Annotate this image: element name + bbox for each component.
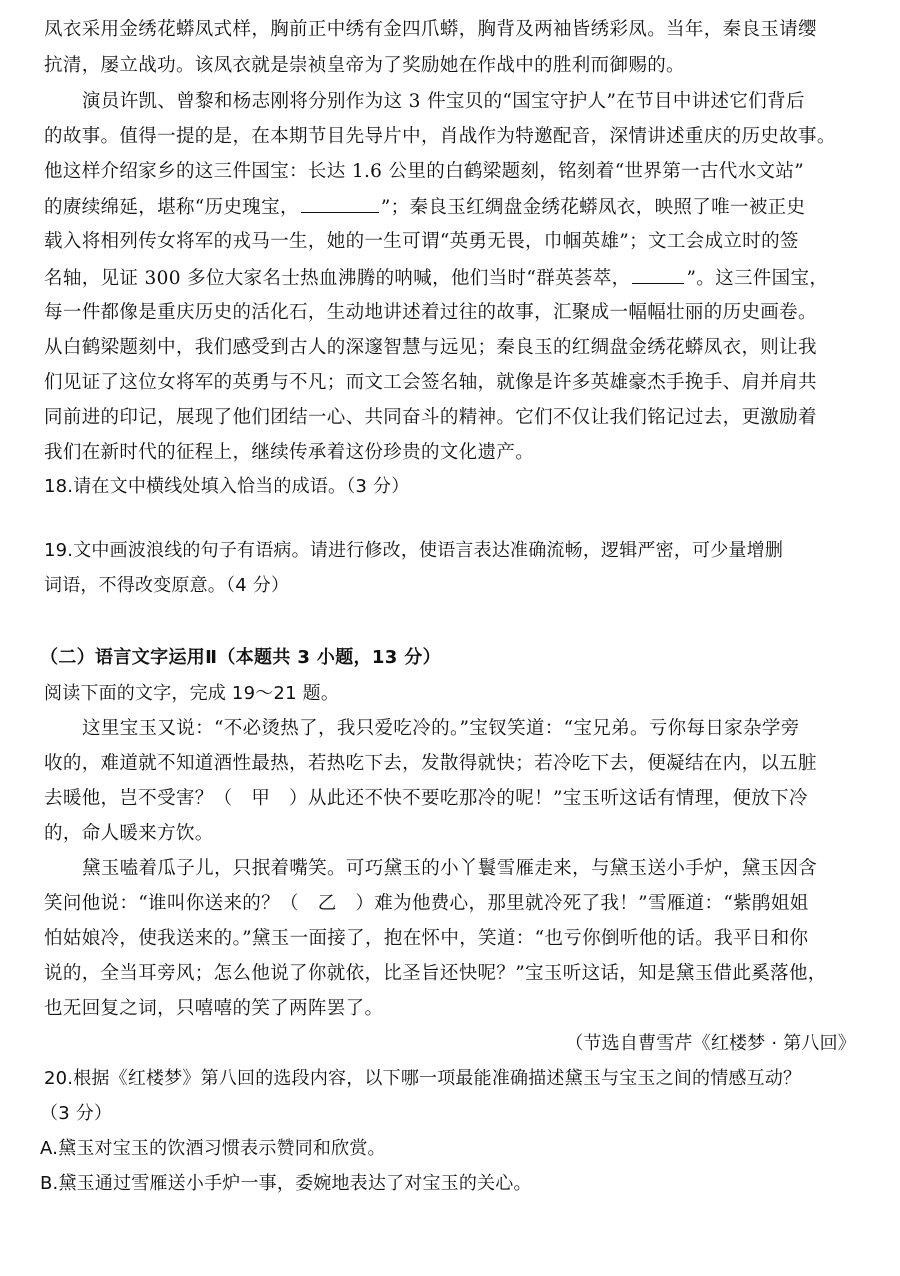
passage1-line: 们见证了这位女将军的英勇与不凡；而文工会签名轴，就像是许多英雄豪杰手挽手、肩并肩共 (44, 372, 817, 393)
passage1-text: 名轴，见证 300 多位大家名士热血沸腾的呐喊，他们当时“群英荟萃， (44, 268, 631, 289)
passage2-line: 收的，难道就不知道酒性最热，若热吃下去，发散得就快；若冷吃下去，便凝结在内，以五脏 (44, 753, 817, 774)
question-20: （3 分） (40, 1103, 113, 1124)
option-b[interactable]: B.黛玉通过雪雁送小手炉一事，委婉地表达了对宝玉的关心。 (40, 1173, 532, 1194)
passage1-text: 的赓续绵延，堪称“历史瑰宝， (44, 197, 299, 218)
passage1-line: 的故事。值得一提的是，在本期节目先导片中，肖战作为特邀配音，深情讲述重庆的历史故事。 (44, 126, 836, 147)
passage1-line: 抗清，屡立战功。该凤衣就是崇祯皇帝为了奖励她在作战中的胜利而御赐的。 (44, 55, 685, 76)
passage2-line: 这里宝玉又说：“不必烫热了，我只爱吃冷的。”宝钗笑道：“宝兄弟。亏你每日家杂学旁 (82, 718, 800, 739)
passage2-line: 也无回复之词，只嘻嘻的笑了两阵罢了。 (44, 998, 384, 1019)
passage1-line: 载入将相列传女将军的戎马一生，她的一生可谓“英勇无畏，巾帼英雄”；文工会成立时的签 (44, 231, 799, 252)
question-19: 19.文中画波浪线的句子有语病。请进行修改，使语言表达准确流畅，逻辑严密，可少量增删 (44, 540, 784, 561)
passage1-line (44, 194, 866, 221)
passage1-text: ”；秦良玉红绸盘金绣花蟒凤衣，映照了唯一被正史 (380, 197, 806, 218)
passage2-line: 黛玉嗑着瓜子儿，只抿着嘴笑。可巧黛玉的小丫鬟雪雁走来，与黛玉送小手炉，黛玉因含 (82, 858, 818, 879)
passage1-line: 演员许凯、曾黎和杨志刚将分别作为这 3 件宝贝的“国宝守护人”在节目中讲述它们背后 (82, 91, 805, 112)
passage1-line: 他这样介绍家乡的这三件国宝：长达 1.6 公里的白鹤梁题刻，铭刻着“世界第一古代水文站” (44, 161, 805, 182)
question-19: 词语，不得改变原意。（4 分） (44, 575, 290, 596)
section-heading: （二）语言文字运用Ⅱ（本题共 3 小题，13 分） (40, 647, 441, 668)
fill-blank-2[interactable] (632, 265, 684, 284)
question-18: 18.请在文中横线处填入恰当的成语。（3 分） (44, 476, 410, 497)
passage1-line: 我们在新时代的征程上，继续传承着这份珍贵的文化遗产。 (44, 442, 535, 463)
passage1-line: 从白鹤梁题刻中，我们感受到古人的深邃智慧与远见；秦良玉的红绸盘金绣花蟒凤衣，则让我 (44, 337, 817, 358)
passage1-line: 同前进的印记，展现了他们团结一心、共同奋斗的精神。它们不仅让我们铭记过去，更激励着 (44, 407, 817, 428)
passage2-line: 怕姑娘冷，使我送来的。”黛玉一面接了，抱在怀中，笑道：“也亏你倒听他的话。我平日和你 (44, 928, 809, 949)
passage2-line: 的，命人暖来方饮。 (44, 823, 214, 844)
passage1-line: 凤衣采用金绣花蟒凤式样，胸前正中绣有金四爪蟒，胸背及两袖皆绣彩凤。当年，秦良玉请缨 (44, 19, 817, 40)
option-a[interactable]: A.黛玉对宝玉的饮酒习惯表示赞同和欣赏。 (40, 1138, 386, 1159)
passage1-line: 每一件都像是重庆历史的活化石，生动地讲述着过往的故事，汇聚成一幅幅壮丽的历史画卷。 (44, 302, 817, 323)
passage1-line (44, 265, 866, 292)
passage2-line: 笑问他说：“谁叫你送来的？（ 乙 ）难为他费心，那里就冷死了我！”雪雁道：“紫鹃姐姐 (44, 893, 809, 914)
fill-blank-1[interactable] (301, 194, 379, 213)
passage2-line: 去暖他，岂不受害？（ 甲 ）从此还不快不要吃那冷的呢！”宝玉听这话有情理，便放下冷 (44, 788, 808, 809)
question-20: 20.根据《红楼梦》第八回的选段内容，以下哪一项最能准确描述黛玉与宝玉之间的情感互动？ (44, 1068, 802, 1089)
section-instruction: 阅读下面的文字，完成 19～21 题。 (44, 683, 340, 704)
passage2-line: 说的，全当耳旁风；怎么他说了你就依，比圣旨还快呢？”宝玉听这话，知是黛玉借此奚落他， (44, 963, 827, 984)
source-citation: （节选自曹雪芹《红楼梦 · 第八回》 (565, 1033, 856, 1054)
passage1-text: ”。这三件国宝， (686, 268, 829, 289)
